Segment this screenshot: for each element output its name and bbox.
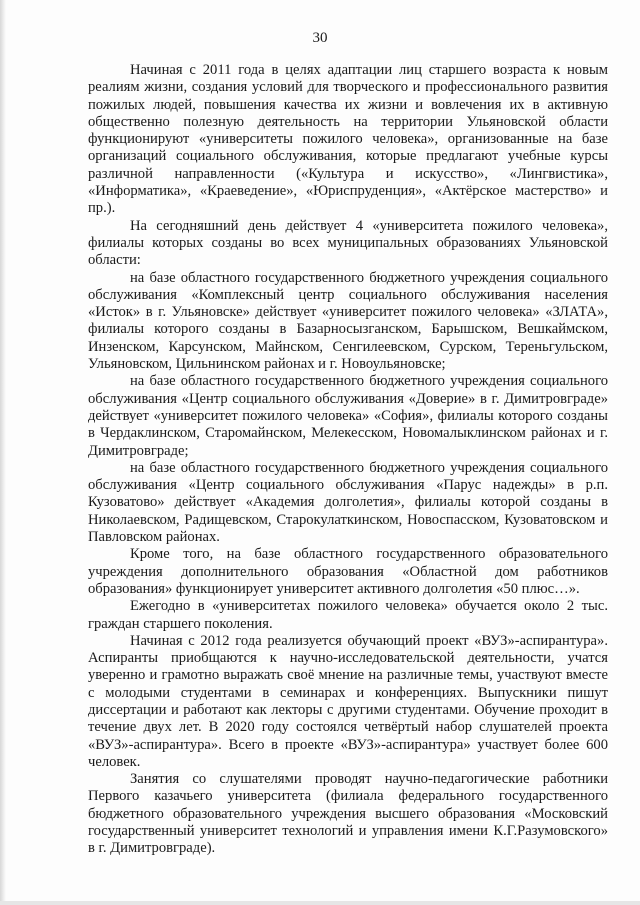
paragraph-sofia: на базе областного государственного бюджетного учреждения социального обслуживания «Центр социального обслуживания «Доверие» в г. Димитровграде» действует «университет пожилого человека» «София», филиалы которого созданы в Чердаклинском, Старомайнском, Мелекесском, Новомалыклинском районах и г. Димитровграде; bbox=[88, 373, 608, 459]
paragraph-annual-students: Ежегодно в «университетах пожилого человека» обучается около 2 тыс. граждан старшего поколения. bbox=[88, 598, 608, 632]
paragraph-vuz-aspirantura: Начиная с 2012 года реализуется обучающий проект «ВУЗ»-аспирантура». Аспиранты приобщаются к научно-исследовательской деятельности, учатся уверенно и грамотно выражать своё мнение на различные темы, участвуют вместе с молодыми студентами в семинарах и конференциях. Выпускники пишут диссертации и работают как лекторы с другими студентами. Обучение проходит в течение двух лет. В 2020 году состоялся четвёртый набор слушателей проекта «ВУЗ»-аспирантура». Всего в проекте «ВУЗ»-аспирантура» участвует более 600 человек. bbox=[88, 632, 608, 770]
page-number: 30 bbox=[312, 30, 328, 46]
scan-bottom-edge bbox=[0, 901, 640, 905]
scan-edge-shadow bbox=[0, 0, 6, 905]
paragraph-zlata: на базе областного государственного бюджетного учреждения социального обслуживания «Комплексный центр социального обслуживания населения «Исток» в г. Ульяновске» действует «университет пожилого человека» «ЗЛАТА», филиалы которого созданы в Базарносызганском, Барышском, Вешкаймском, Инзенском, Карсунском, Майнском, Сенгилеевском, Сурском, Тереньгульском, Ульяновском, Цильнинском районах и г. Новоульяновске; bbox=[88, 269, 608, 373]
paragraph-universities-intro: Начиная с 2011 года в целях адаптации лиц старшего возраста к новым реалиям жизни, создания условий для творческого и профессионального развития пожилых людей, повышения качества их жизни и вовлечения их в активную общественно полезную деятельность на территории Ульяновской области функционируют «университеты пожилого человека», организованные на базе организаций социального обслуживания, которые предлагают учебные курсы различной направленности («Культура и искусство», «Лингвистика», «Информатика», «Краеведение», «Юриспруденция», «Актёрское мастерство» и пр.). bbox=[88, 62, 608, 217]
paragraph-teachers: Занятия со слушателями проводят научно-педагогические работники Первого казачьего университета (филиала федерального государственного бюджетного образовательного учреждения высшего образования «Московский государственный университет технологий и управления имени К.Г.Разумовского» в г. Димитровграде). bbox=[88, 771, 608, 857]
paragraph-academy-longevity: на базе областного государственного бюджетного учреждения социального обслуживания «Центр социального обслуживания «Парус надежды» в р.п. Кузоватово» действует «Академия долголетия», филиалы которой созданы в Николаевском, Радищевском, Старокулаткинском, Новоспасском, Кузоватовском и Павловском районах. bbox=[88, 459, 608, 546]
paragraph-four-universities: На сегодняшний день действует 4 «университета пожилого человека», филиалы которых созданы во всех муниципальных образованиях Ульяновской области: bbox=[88, 217, 608, 269]
document-body bbox=[88, 62, 608, 858]
paragraph-50-plus: Кроме того, на базе областного государственного образовательного учреждения дополнительного образования «Областной дом работников образования» функционирует университет активного долголетия «50 плюс…». bbox=[88, 546, 608, 597]
